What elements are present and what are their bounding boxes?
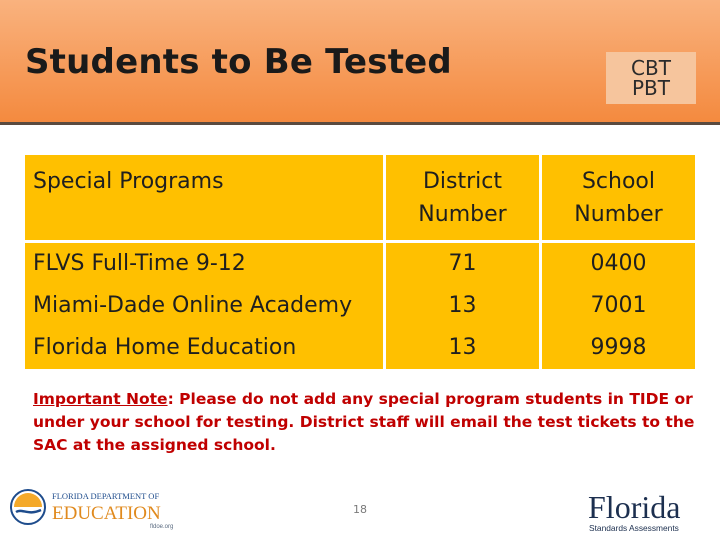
- header-school-number: [542, 155, 695, 240]
- program-name: Florida Home Education: [33, 335, 297, 360]
- program-names-cell: [25, 243, 383, 369]
- important-note-label: Important Note: [33, 390, 168, 408]
- program-name: Miami-Dade Online Academy: [33, 293, 353, 318]
- district-number: 13: [448, 293, 477, 318]
- district-number: 13: [448, 335, 477, 360]
- school-numbers-cell: [542, 243, 695, 369]
- school-number: 9998: [590, 335, 647, 360]
- test-mode-badge: [606, 52, 696, 104]
- badge-pbt-label: PBT: [632, 76, 670, 100]
- header-district-number: [386, 155, 539, 240]
- important-note: [33, 388, 698, 457]
- page-number: 18: [353, 503, 367, 516]
- program-name: FLVS Full-Time 9-12: [33, 251, 246, 276]
- logo-text-line1: FLORIDA DEPARTMENT OF: [52, 491, 160, 501]
- slide-header: [0, 0, 720, 125]
- fldoe-logo: [8, 483, 188, 531]
- header-district-line2: Number: [418, 202, 507, 227]
- logo-wave-icon: [16, 510, 41, 512]
- slide-title: Students to Be Tested: [25, 42, 452, 82]
- district-number: 71: [448, 251, 477, 276]
- logo-text-line3: fldoe.org: [150, 524, 174, 530]
- logo-text-line2: EDUCATION: [52, 503, 161, 524]
- fsa-logo: [586, 488, 710, 534]
- header-school-line2: Number: [574, 202, 663, 227]
- fsa-logo-tagline: Standards Assessments: [589, 523, 679, 533]
- school-number: 7001: [590, 293, 647, 318]
- badge-cbt-label: CBT: [631, 56, 671, 80]
- table-body-row: [25, 243, 695, 369]
- header-school-line1: School: [581, 169, 656, 194]
- table-header-row: [25, 155, 695, 240]
- logo-sun-icon: [14, 493, 42, 507]
- header-district-line1: District: [422, 169, 503, 194]
- district-numbers-cell: [386, 243, 539, 369]
- special-programs-table: [22, 152, 698, 372]
- school-number: 0400: [590, 251, 647, 276]
- fsa-logo-word: Florida: [588, 489, 681, 525]
- important-note-text: : Please do not add any special program students in TIDE or under your school for testing. District staff will email the test tickets to the SAC at the assigned school.: [33, 390, 695, 454]
- header-special-programs: Special Programs: [25, 155, 383, 240]
